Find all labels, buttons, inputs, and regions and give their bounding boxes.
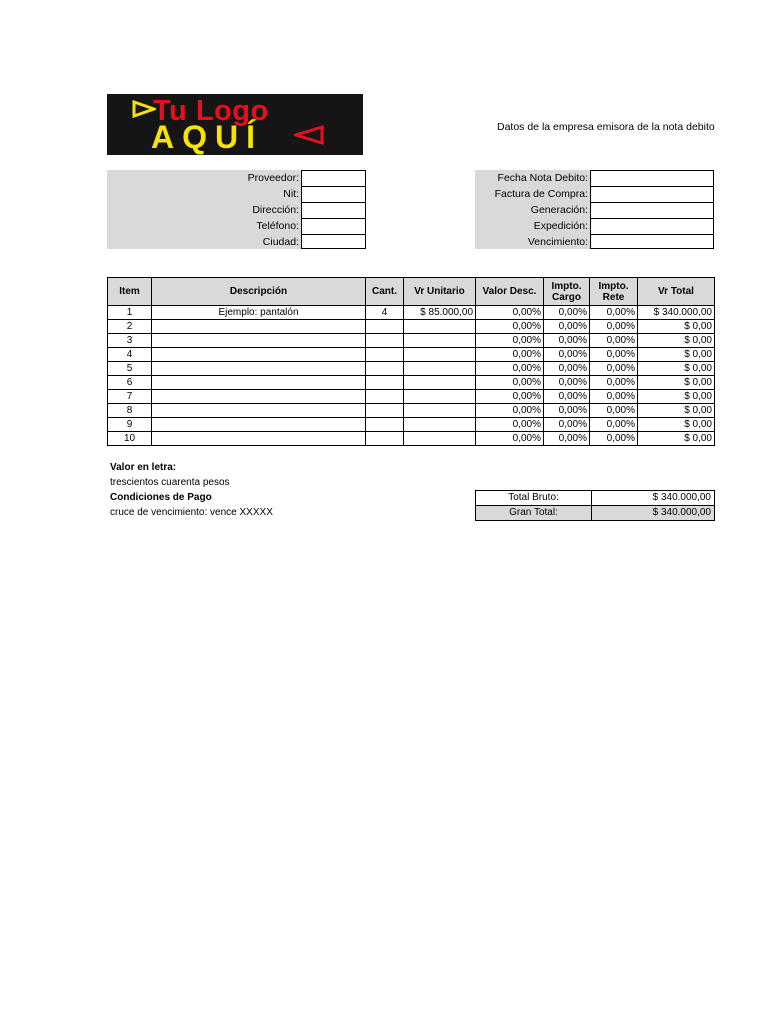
item-number-cell: 10 xyxy=(108,432,152,446)
discount-cell: 0,00% xyxy=(476,404,544,418)
item-number-cell: 9 xyxy=(108,418,152,432)
phone-row xyxy=(107,218,302,234)
quantity-cell[interactable] xyxy=(366,362,404,376)
unit-value-cell[interactable] xyxy=(404,376,476,390)
description-cell[interactable] xyxy=(152,348,366,362)
quantity-cell[interactable] xyxy=(366,334,404,348)
due-field[interactable] xyxy=(590,234,714,249)
tax-withholding-cell: 0,00% xyxy=(590,320,638,334)
col-header-discount: Valor Desc. xyxy=(476,278,544,306)
line-total-cell: $ 0,00 xyxy=(638,376,715,390)
gross-total-value: $ 340.000,00 xyxy=(592,491,715,506)
description-cell[interactable]: Ejemplo: pantalón xyxy=(152,306,366,320)
quantity-cell[interactable] xyxy=(366,320,404,334)
item-number-cell: 5 xyxy=(108,362,152,376)
issue-label: Expedición: xyxy=(533,220,588,232)
unit-value-cell[interactable] xyxy=(404,334,476,348)
nit-field[interactable] xyxy=(301,186,366,203)
quantity-cell[interactable] xyxy=(366,376,404,390)
unit-value-cell[interactable] xyxy=(404,320,476,334)
generation-field[interactable] xyxy=(590,202,714,219)
provider-label: Proveedor: xyxy=(247,172,299,184)
description-cell[interactable] xyxy=(152,376,366,390)
unit-value-cell[interactable] xyxy=(404,432,476,446)
discount-cell: 0,00% xyxy=(476,362,544,376)
tax-withholding-cell: 0,00% xyxy=(590,404,638,418)
table-row xyxy=(108,376,715,390)
city-row xyxy=(107,234,302,250)
line-total-cell: $ 340.000,00 xyxy=(638,306,715,320)
tax-charge-cell: 0,00% xyxy=(544,390,590,404)
totals-table xyxy=(475,490,715,521)
line-total-cell: $ 0,00 xyxy=(638,362,715,376)
table-row xyxy=(108,320,715,334)
quantity-cell[interactable] xyxy=(366,404,404,418)
phone-field[interactable] xyxy=(301,218,366,235)
note-date-row xyxy=(475,170,591,186)
line-total-cell: $ 0,00 xyxy=(638,390,715,404)
tax-withholding-cell: 0,00% xyxy=(590,390,638,404)
tax-withholding-cell: 0,00% xyxy=(590,362,638,376)
tax-withholding-cell: 0,00% xyxy=(590,418,638,432)
purchase-invoice-row xyxy=(475,186,591,202)
item-number-cell: 3 xyxy=(108,334,152,348)
line-total-cell: $ 0,00 xyxy=(638,418,715,432)
tax-withholding-cell: 0,00% xyxy=(590,334,638,348)
col-header-tax-charge: Impto. Cargo xyxy=(544,278,590,306)
logo-line-1: Tu Logo xyxy=(153,95,269,127)
company-logo xyxy=(107,94,363,155)
description-cell[interactable] xyxy=(152,362,366,376)
description-cell[interactable] xyxy=(152,404,366,418)
generation-row xyxy=(475,202,591,218)
discount-cell: 0,00% xyxy=(476,418,544,432)
table-row xyxy=(108,306,715,320)
address-label: Dirección: xyxy=(252,204,299,216)
line-total-cell: $ 0,00 xyxy=(638,404,715,418)
nit-label: Nit: xyxy=(283,188,299,200)
issue-field[interactable] xyxy=(590,218,714,235)
table-row xyxy=(108,348,715,362)
tax-charge-cell: 0,00% xyxy=(544,376,590,390)
items-table xyxy=(107,277,715,446)
col-header-quantity: Cant. xyxy=(366,278,404,306)
tax-charge-cell: 0,00% xyxy=(544,306,590,320)
due-label: Vencimiento: xyxy=(527,236,588,248)
line-total-cell: $ 0,00 xyxy=(638,348,715,362)
gross-total-row xyxy=(476,491,715,506)
tax-charge-cell: 0,00% xyxy=(544,362,590,376)
item-number-cell: 6 xyxy=(108,376,152,390)
unit-value-cell[interactable] xyxy=(404,418,476,432)
discount-cell: 0,00% xyxy=(476,334,544,348)
quantity-cell[interactable] xyxy=(366,432,404,446)
tax-withholding-cell: 0,00% xyxy=(590,376,638,390)
description-cell[interactable] xyxy=(152,334,366,348)
discount-cell: 0,00% xyxy=(476,390,544,404)
col-header-item: Item xyxy=(108,278,152,306)
city-field[interactable] xyxy=(301,234,366,249)
table-row xyxy=(108,404,715,418)
grand-total-value: $ 340.000,00 xyxy=(592,506,715,521)
discount-cell: 0,00% xyxy=(476,306,544,320)
col-header-tax-withholding: Impto. Rete xyxy=(590,278,638,306)
unit-value-cell[interactable] xyxy=(404,362,476,376)
item-number-cell: 7 xyxy=(108,390,152,404)
address-row xyxy=(107,202,302,218)
discount-cell: 0,00% xyxy=(476,348,544,362)
description-cell[interactable] xyxy=(152,390,366,404)
unit-value-cell[interactable] xyxy=(404,348,476,362)
tax-charge-cell: 0,00% xyxy=(544,404,590,418)
provider-row xyxy=(107,170,302,186)
logo-line-2: AQUÍ xyxy=(151,119,263,155)
discount-cell: 0,00% xyxy=(476,376,544,390)
table-row xyxy=(108,334,715,348)
unit-value-cell[interactable] xyxy=(404,390,476,404)
issue-row xyxy=(475,218,591,234)
amount-in-words-label: Valor en letra: xyxy=(110,462,177,473)
description-cell[interactable] xyxy=(152,320,366,334)
quantity-cell[interactable] xyxy=(366,418,404,432)
col-header-description: Descripción xyxy=(152,278,366,306)
items-header-row xyxy=(108,278,715,306)
line-total-cell: $ 0,00 xyxy=(638,334,715,348)
tax-charge-cell: 0,00% xyxy=(544,432,590,446)
gross-total-label: Total Bruto: xyxy=(476,491,592,506)
discount-cell: 0,00% xyxy=(476,320,544,334)
table-row xyxy=(108,362,715,376)
note-date-label: Fecha Nota Debito: xyxy=(497,172,588,184)
generation-label: Generación: xyxy=(530,204,588,216)
item-number-cell: 1 xyxy=(108,306,152,320)
item-number-cell: 8 xyxy=(108,404,152,418)
phone-label: Teléfono: xyxy=(256,220,299,232)
item-number-cell: 4 xyxy=(108,348,152,362)
tax-withholding-cell: 0,00% xyxy=(590,306,638,320)
address-field[interactable] xyxy=(301,202,366,219)
tax-charge-cell: 0,00% xyxy=(544,334,590,348)
logo-arrow-left-icon xyxy=(294,125,324,145)
nit-row xyxy=(107,186,302,202)
item-number-cell: 2 xyxy=(108,320,152,334)
due-row xyxy=(475,234,591,250)
tax-charge-cell: 0,00% xyxy=(544,320,590,334)
grand-total-label: Gran Total: xyxy=(476,506,592,521)
tax-withholding-cell: 0,00% xyxy=(590,348,638,362)
tax-charge-cell: 0,00% xyxy=(544,418,590,432)
quantity-cell[interactable]: 4 xyxy=(366,306,404,320)
tax-withholding-cell: 0,00% xyxy=(590,432,638,446)
col-header-unit-value: Vr Unitario xyxy=(404,278,476,306)
col-header-total: Vr Total xyxy=(638,278,715,306)
line-total-cell: $ 0,00 xyxy=(638,432,715,446)
payment-terms: cruce de vencimiento: vence XXXXX xyxy=(110,507,273,518)
city-label: Ciudad: xyxy=(262,236,299,248)
company-info-text: Datos de la empresa emisora de la nota debito xyxy=(497,121,715,133)
note-date-field[interactable] xyxy=(590,170,714,187)
description-cell[interactable] xyxy=(152,418,366,432)
provider-field[interactable] xyxy=(301,170,366,187)
quantity-cell[interactable] xyxy=(366,390,404,404)
purchase-invoice-label: Factura de Compra: xyxy=(494,188,588,200)
unit-value-cell[interactable]: $ 85.000,00 xyxy=(404,306,476,320)
discount-cell: 0,00% xyxy=(476,432,544,446)
unit-value-cell[interactable] xyxy=(404,404,476,418)
purchase-invoice-field[interactable] xyxy=(590,186,714,203)
line-total-cell: $ 0,00 xyxy=(638,320,715,334)
table-row xyxy=(108,432,715,446)
quantity-cell[interactable] xyxy=(366,348,404,362)
table-row xyxy=(108,390,715,404)
description-cell[interactable] xyxy=(152,432,366,446)
grand-total-row xyxy=(476,506,715,521)
payment-terms-label: Condiciones de Pago xyxy=(110,492,212,503)
table-row xyxy=(108,418,715,432)
amount-in-words: trescientos cuarenta pesos xyxy=(110,477,230,488)
tax-charge-cell: 0,00% xyxy=(544,348,590,362)
